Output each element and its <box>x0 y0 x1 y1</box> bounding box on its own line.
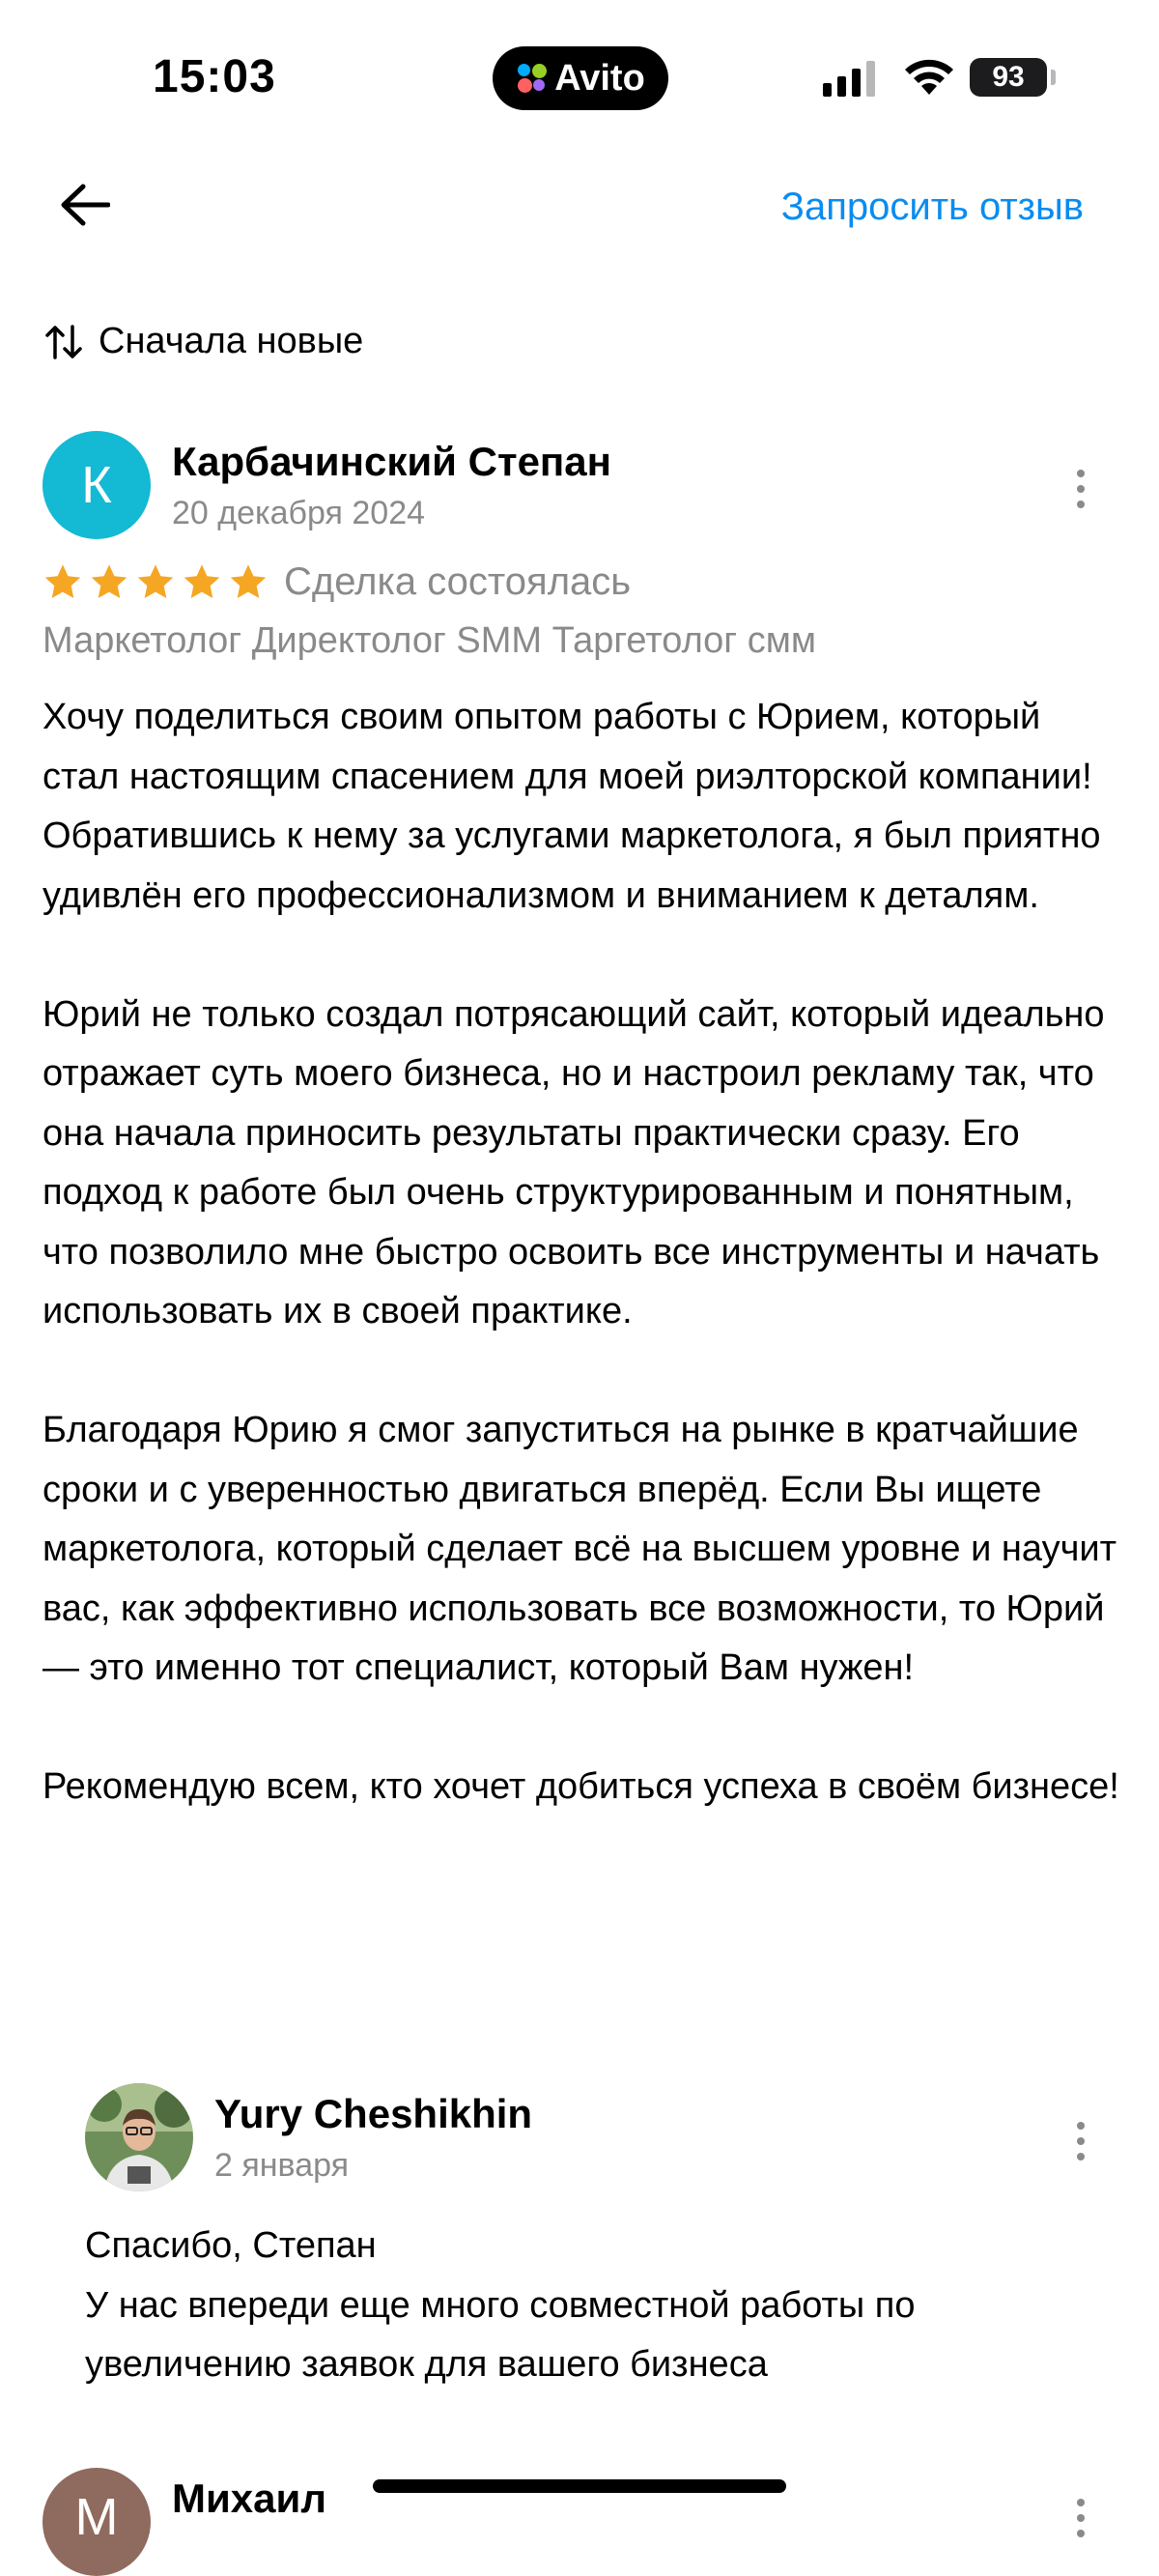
wifi-icon <box>902 56 956 101</box>
sort-arrows-icon <box>44 325 83 359</box>
home-indicator[interactable] <box>373 2479 786 2493</box>
deal-status: Сделка состоялась <box>284 560 632 603</box>
avatar[interactable]: К <box>42 431 151 539</box>
battery-cap-icon <box>1051 70 1056 85</box>
status-bar <box>0 0 1159 155</box>
rating-row <box>42 560 631 604</box>
review-paragraph: Юрий не только создал потрясающий сайт, который идеально отражает суть моего бизнеса, но и настроил рекламу так, что она начала приносить результаты практически сразу. Его подход к работе был очень структурированным и понятным, что позволило мне быстро освоить все инструменты и начать использовать их в своей практике. <box>42 993 1105 1331</box>
battery-indicator: 93 <box>970 58 1047 97</box>
review-date: 20 декабря 2024 <box>172 495 426 531</box>
more-options-icon[interactable] <box>1066 2489 1095 2547</box>
sort-control[interactable] <box>44 321 363 362</box>
status-time: 15:03 <box>153 51 276 102</box>
more-options-icon[interactable] <box>1066 2112 1095 2170</box>
review-paragraph: Благодаря Юрию я смог запуститься на рынке в кратчайшие сроки и с уверенностью двигаться вперёд. Если Вы ищете маркетолога, который сделает всё на высшем уровне и научит вас, как эффективно использовать все возможности, то Юрий — это именно тот специалист, который Вам нужен! <box>42 1410 1117 1688</box>
back-button[interactable] <box>54 174 116 236</box>
review-text <box>42 688 1124 1876</box>
review-paragraph: Рекомендую всем, кто хочет добиться успеха в своём бизнесе! <box>42 1766 1119 1807</box>
avito-logo-icon <box>516 62 549 95</box>
star-icon <box>228 563 269 602</box>
avito-badge-text: Avito <box>554 57 645 99</box>
dynamic-island <box>493 46 668 110</box>
star-icon <box>89 563 129 602</box>
more-options-icon[interactable] <box>1066 460 1095 518</box>
reply-text <box>85 2217 1089 2395</box>
review-author[interactable]: Карбачинский Степан <box>172 439 612 484</box>
star-icon <box>135 563 176 602</box>
review-author[interactable]: Михаил <box>172 2476 327 2521</box>
review-service: Маркетолог Директолог SMM Таргетолог смм <box>42 620 816 661</box>
star-icon <box>42 563 83 602</box>
reply-author[interactable]: Yury Cheshikhin <box>214 2091 533 2136</box>
avatar[interactable]: М <box>42 2468 151 2576</box>
reply-line: У нас впереди еще много совместной работы по увеличению заявок для вашего бизнеса <box>85 2284 916 2385</box>
sort-label: Сначала новые <box>99 321 364 361</box>
reply-date: 2 января <box>214 2147 350 2184</box>
star-rating <box>42 563 269 602</box>
reply-line: Спасибо, Степан <box>85 2225 377 2266</box>
star-icon <box>182 563 222 602</box>
arrow-left-icon <box>60 184 110 226</box>
review-paragraph: Хочу поделиться своим опытом работы с Юрием, который стал настоящим спасением для моей риэлторской компании! Обратившись к нему за услугами маркетолога, я был приятно удивлён его профессионализмом и вниманием к деталям. <box>42 697 1101 916</box>
cellular-signal-icon <box>823 60 875 97</box>
avatar[interactable] <box>85 2083 193 2191</box>
request-review-link[interactable]: Запросить отзыв <box>780 186 1084 228</box>
